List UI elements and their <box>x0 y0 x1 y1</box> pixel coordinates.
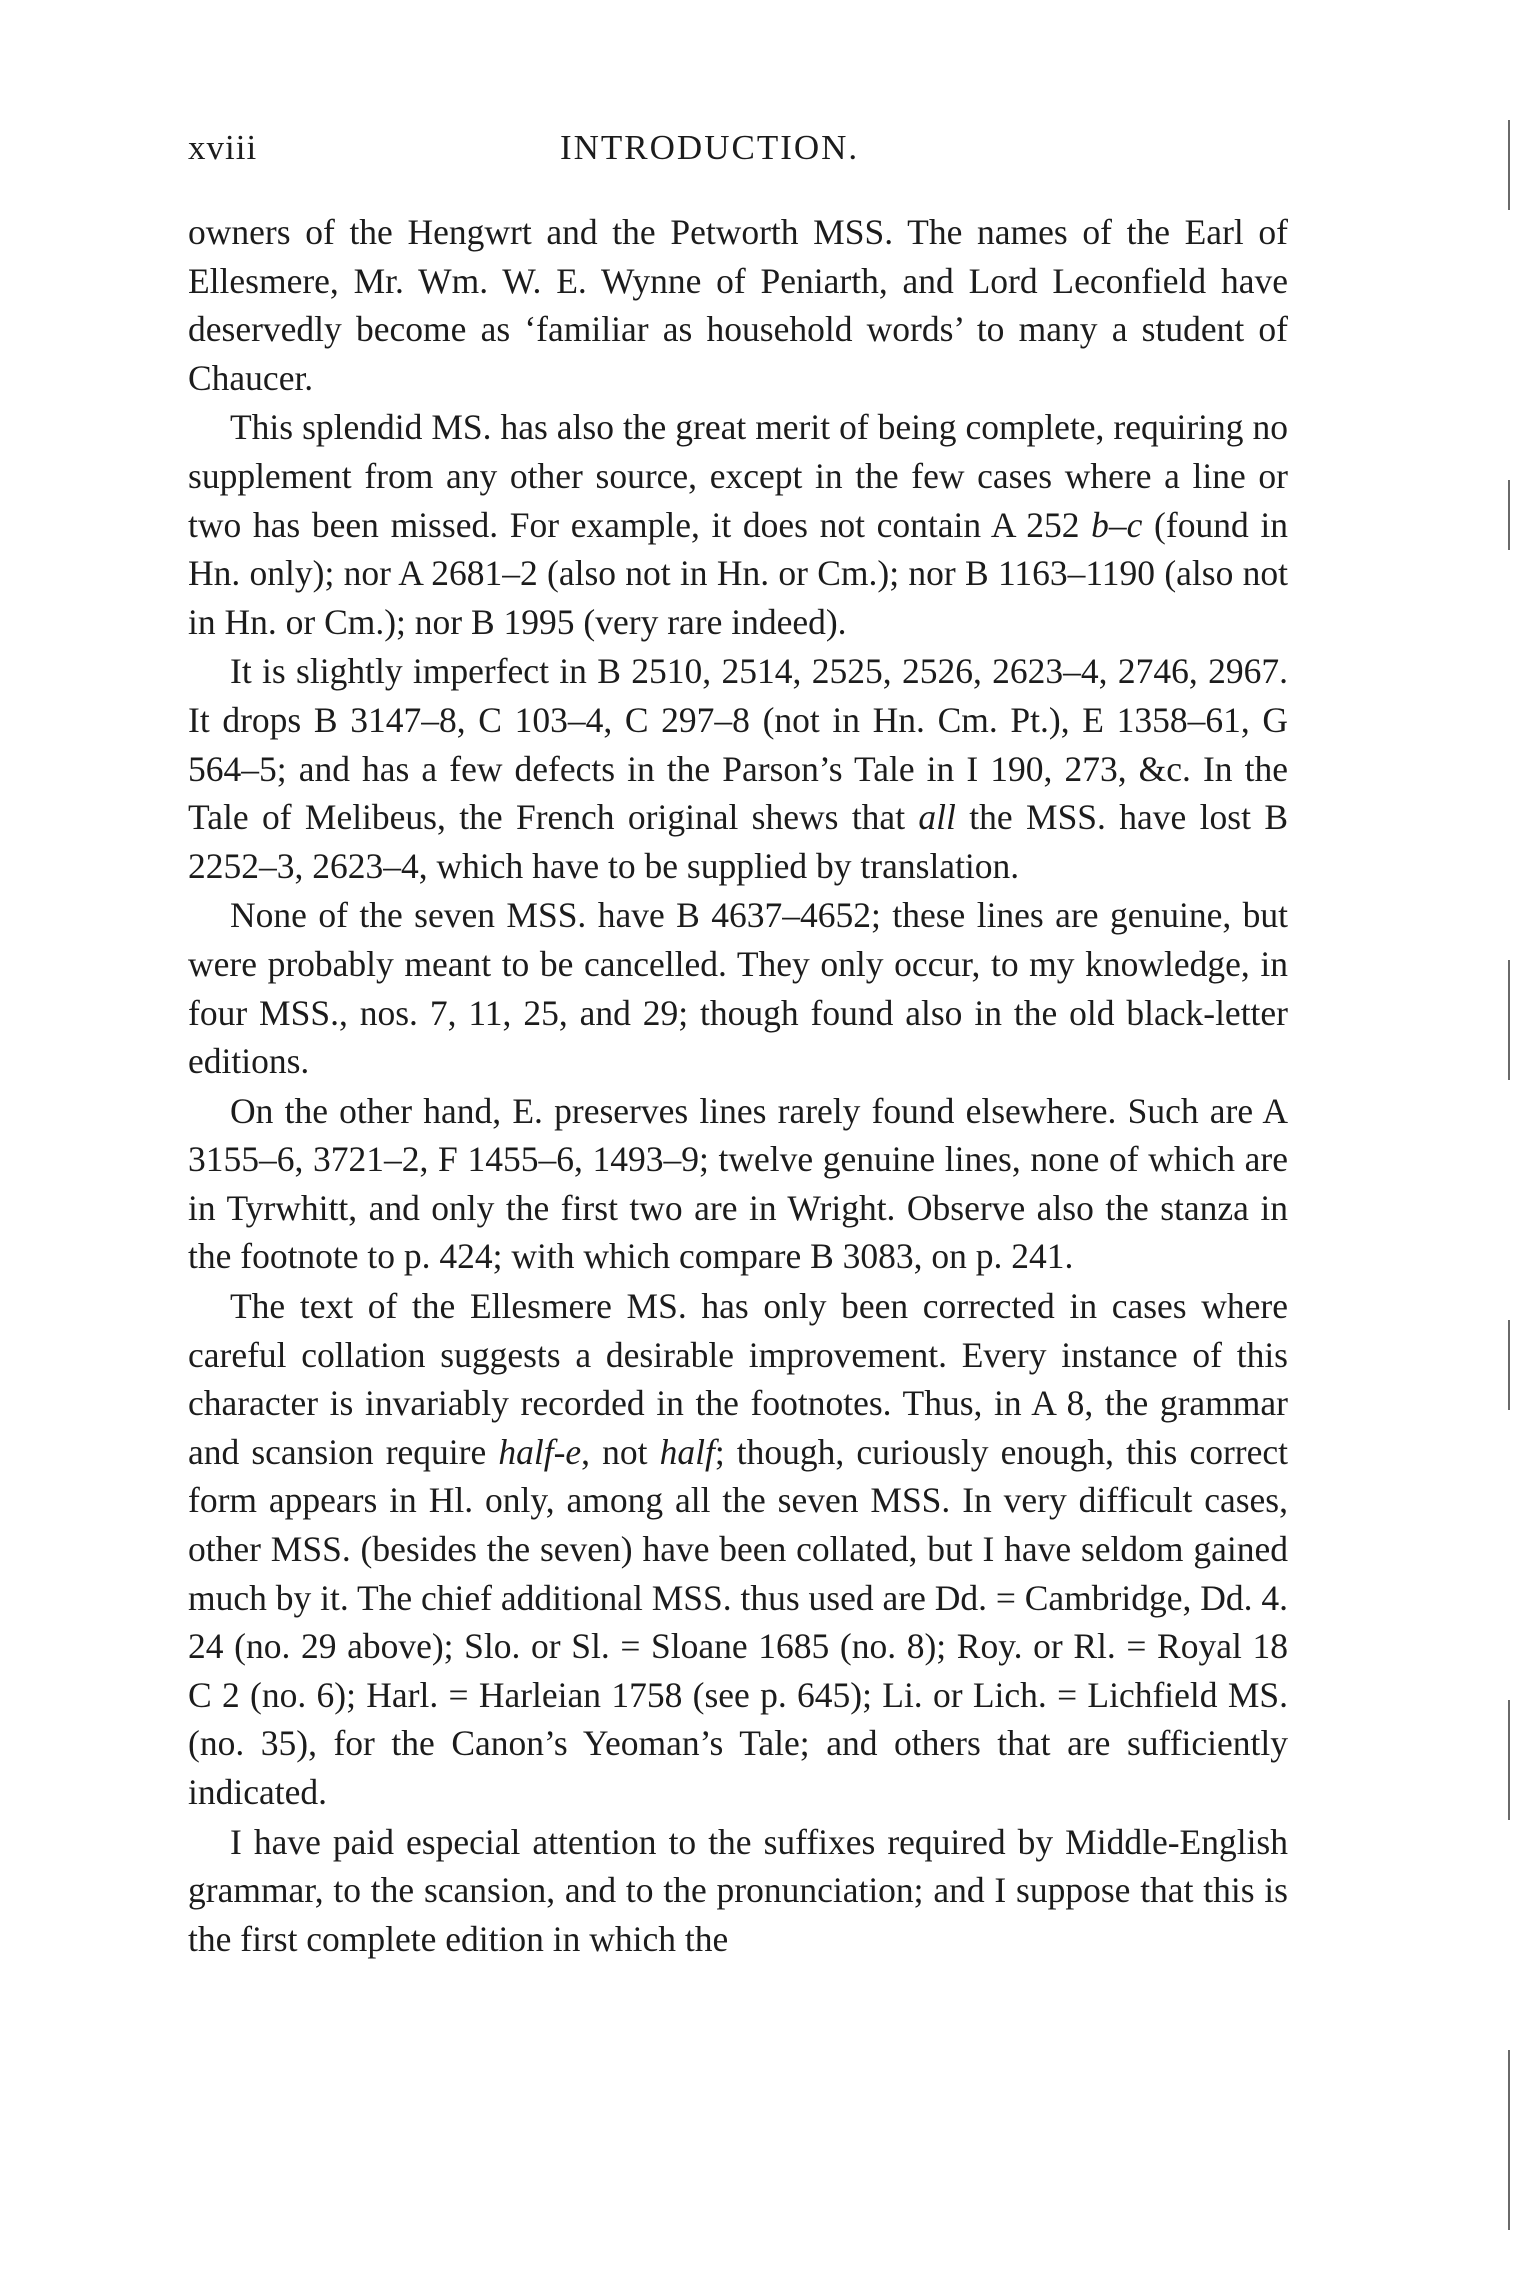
paragraph-2: This splendid MS. has also the great merit of being complete, requiring no supplement from any other source, except in the few cases where a line or two has been missed. For example, it does not contain A 252 b–c (found in Hn. only); nor A 2681–2 (also not in Hn. or Cm.); nor B 1163–1190 (also not in Hn. or Cm.); nor B 1995 (very rare indeed). <box>188 407 1288 642</box>
page-number: xviii <box>188 128 258 167</box>
paragraph-6: The text of the Ellesmere MS. has only been corrected in cases where careful collation suggests a desirable improvement. Every instance of this character is invariably recorded in the footnotes. Thus, in A 8, the grammar and scansion require half-e, not half; though, curiously enough, this correct form appears in Hl. only, among all the seven MSS. In very difficult cases, other MSS. (besides the seven) have been collated, but I have seldom gained much by it. The chief additional MSS. thus used are Dd. = Cambridge, Dd. 4. 24 (no. 29 above); Slo. or Sl. = Sloane 1685 (no. 8); Roy. or Rl. = Royal 18 C 2 (no. 6); Harl. = Harleian 1758 (see p. 645); Li. or Lich. = Lichfield MS. (no. 35), for the Canon’s Yeoman’s Tale; and others that are sufficiently indicated. <box>188 1286 1288 1812</box>
book-page <box>188 128 1288 1963</box>
page-edge-mark <box>1508 480 1510 550</box>
page-header <box>188 128 1288 188</box>
running-head: INTRODUCTION. <box>560 128 860 167</box>
page-edge-mark <box>1508 120 1510 210</box>
page-edge-mark <box>1508 1320 1510 1410</box>
paragraph-3: It is slightly imperfect in B 2510, 2514, 2525, 2526, 2623–4, 2746, 2967. It drops B 3147–8, C 103–4, C 297–8 (not in Hn. Cm. Pt.), E 1358–61, G 564–5; and has a few defects in the Parson’s Tale in I 190, 273, &c. In the Tale of Melibeus, the French original shews that all the MSS. have lost B 2252–3, 2623–4, which have to be supplied by translation. <box>188 651 1288 886</box>
body-text <box>188 208 1288 1963</box>
page-edge-mark <box>1508 960 1510 1080</box>
paragraph-1: owners of the Hengwrt and the Petworth MSS. The names of the Earl of Ellesmere, Mr. Wm. W. E. Wynne of Peniarth, and Lord Leconfield have deservedly become as ‘familiar as household words’ to many a student of Chaucer. <box>188 212 1288 398</box>
paragraph-5: On the other hand, E. preserves lines rarely found elsewhere. Such are A 3155–6, 3721–2, F 1455–6, 1493–9; twelve genuine lines, none of which are in Tyrwhitt, and only the first two are in Wright. Observe also the stanza in the footnote to p. 424; with which compare B 3083, on p. 241. <box>188 1090 1288 1277</box>
page-edge-mark <box>1508 1700 1510 1820</box>
page-edge-mark <box>1508 2050 1510 2230</box>
paragraph-7: I have paid especial attention to the suffixes required by Middle-English grammar, to the scansion, and to the pronunciation; and I suppose that this is the first complete edition in which the <box>188 1821 1288 1959</box>
paragraph-4: None of the seven MSS. have B 4637–4652; these lines are genuine, but were probably meant to be cancelled. They only occur, to my knowledge, in four MSS., nos. 7, 11, 25, and 29; though found also in the old black-letter editions. <box>188 895 1288 1082</box>
